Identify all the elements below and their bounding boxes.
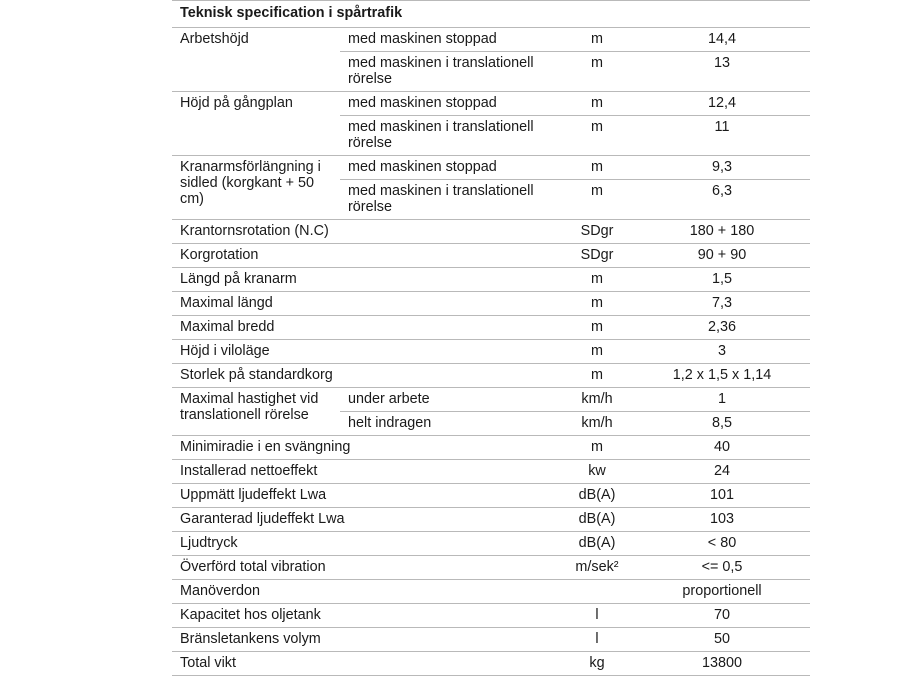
row-unit: m [560,316,634,340]
row-unit: m [560,364,634,388]
row-label: Minimiradie i en svängning [172,436,560,460]
row-unit: SDgr [560,244,634,268]
row-condition: med maskinen stoppad [340,92,560,116]
table-header-row [172,1,810,28]
table-row [172,364,810,388]
row-condition: med maskinen i translationell rörelse [340,180,560,220]
table-row [172,604,810,628]
row-label: Uppmätt ljudeffekt Lwa [172,484,560,508]
row-value: proportionell [634,580,810,604]
row-label: Maximal bredd [172,316,560,340]
row-unit: m [560,268,634,292]
row-value: 11 [634,116,810,156]
row-unit: kw [560,460,634,484]
row-label: Storlek på standardkorg [172,364,560,388]
row-unit: m [560,292,634,316]
table-row [172,484,810,508]
row-label: Överförd total vibration [172,556,560,580]
row-label: Korgrotation [172,244,560,268]
row-value: 50 [634,628,810,652]
table-row [172,340,810,364]
row-condition: med maskinen i translationell rörelse [340,116,560,156]
row-value: 101 [634,484,810,508]
row-label: Höjd i viloläge [172,340,560,364]
row-value: 6,3 [634,180,810,220]
row-value: < 80 [634,532,810,556]
row-label: Maximal längd [172,292,560,316]
row-unit: SDgr [560,220,634,244]
row-unit: m [560,156,634,180]
row-unit: m [560,28,634,52]
row-label: Manöverdon [172,580,560,604]
table-row [172,508,810,532]
table-row [172,28,810,52]
table-row [172,292,810,316]
table-row [172,220,810,244]
row-label: Total vikt [172,652,560,676]
row-value: 12,4 [634,92,810,116]
row-value: 24 [634,460,810,484]
spec-table [172,0,810,676]
row-label: Kranarmsförlängning i sidled (korgkant + 50 cm) [172,156,340,220]
row-value: 103 [634,508,810,532]
table-row [172,436,810,460]
row-value: 2,36 [634,316,810,340]
row-unit: m [560,116,634,156]
spec-sheet [172,0,810,676]
row-label: Arbetshöjd [172,28,340,92]
row-value: 90 + 90 [634,244,810,268]
row-value: 3 [634,340,810,364]
row-unit: kg [560,652,634,676]
row-unit: m/sek² [560,556,634,580]
row-label: Krantornsrotation (N.C) [172,220,560,244]
row-value: 1,5 [634,268,810,292]
table-row [172,580,810,604]
row-unit: l [560,604,634,628]
table-row [172,268,810,292]
table-row [172,628,810,652]
table-row [172,156,810,180]
table-row [172,388,810,412]
row-label: Kapacitet hos oljetank [172,604,560,628]
row-condition: under arbete [340,388,560,412]
row-label: Installerad nettoeffekt [172,460,560,484]
row-value: 8,5 [634,412,810,436]
row-condition: med maskinen stoppad [340,28,560,52]
table-row [172,92,810,116]
row-unit: km/h [560,388,634,412]
row-value: 180 + 180 [634,220,810,244]
row-value: 14,4 [634,28,810,52]
row-value: 13 [634,52,810,92]
row-label: Höjd på gångplan [172,92,340,156]
table-heading: Teknisk specification i spårtrafik [172,1,810,28]
row-condition: med maskinen stoppad [340,156,560,180]
table-row [172,532,810,556]
row-value: 7,3 [634,292,810,316]
table-row [172,316,810,340]
table-row [172,556,810,580]
row-value: 70 [634,604,810,628]
table-row [172,652,810,676]
row-unit: m [560,340,634,364]
row-value: 9,3 [634,156,810,180]
table-row [172,460,810,484]
row-unit: m [560,180,634,220]
row-unit [560,580,634,604]
row-label: Bränsletankens volym [172,628,560,652]
row-label: Längd på kranarm [172,268,560,292]
row-unit: l [560,628,634,652]
row-unit: dB(A) [560,532,634,556]
table-row [172,244,810,268]
row-condition: helt indragen [340,412,560,436]
row-label: Garanterad ljudeffekt Lwa [172,508,560,532]
row-value: 1,2 x 1,5 x 1,14 [634,364,810,388]
row-label: Maximal hastighet vid translationell rörelse [172,388,340,436]
row-label: Ljudtryck [172,532,560,556]
row-value: 1 [634,388,810,412]
row-value: 13800 [634,652,810,676]
row-unit: m [560,436,634,460]
row-value: 40 [634,436,810,460]
row-unit: dB(A) [560,484,634,508]
row-condition: med maskinen i translationell rörelse [340,52,560,92]
row-unit: dB(A) [560,508,634,532]
row-unit: km/h [560,412,634,436]
row-unit: m [560,92,634,116]
row-unit: m [560,52,634,92]
row-value: <= 0,5 [634,556,810,580]
